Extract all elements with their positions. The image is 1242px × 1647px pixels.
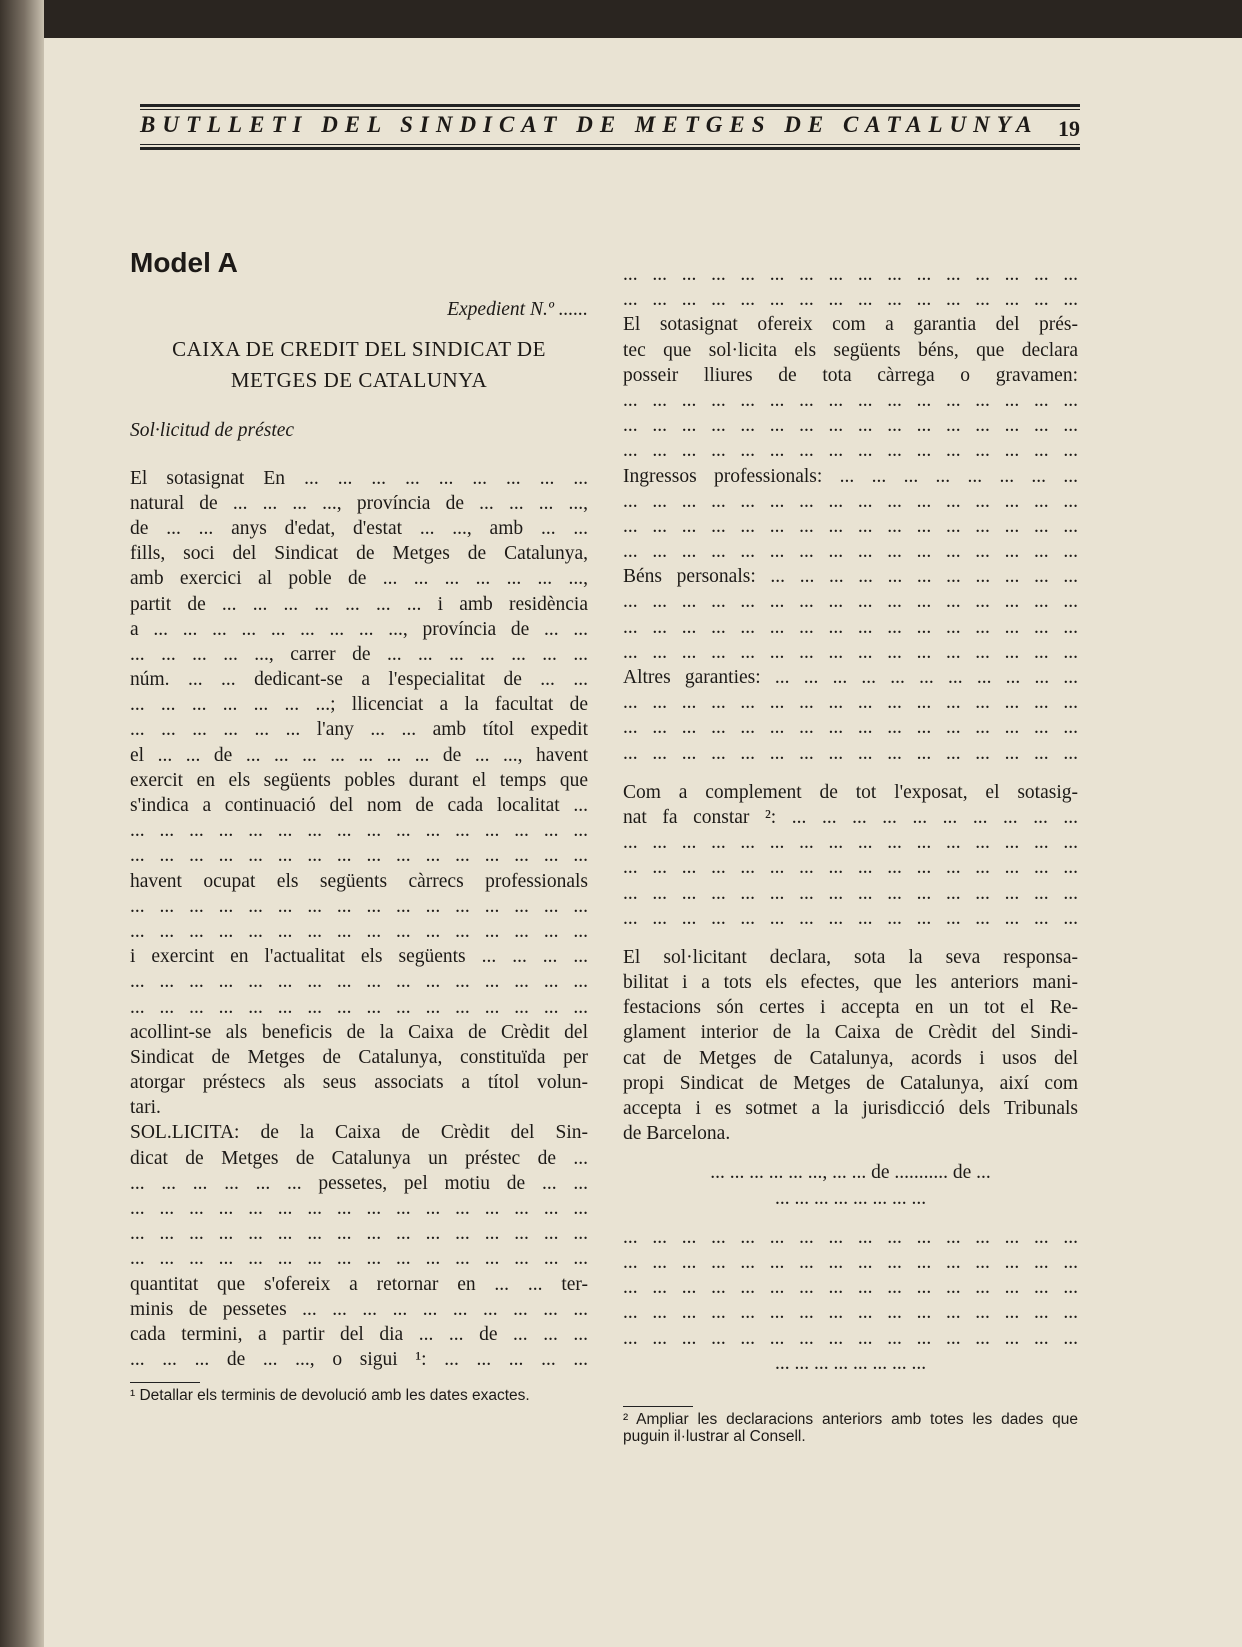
header-rule (140, 109, 1080, 110)
form-line: propi Sindicat de Metges de Catalunya, així com (623, 1072, 1078, 1094)
form-line: partit de ... ... ... ... ... ... ... i amb residència (130, 593, 588, 615)
form-line: Altres garanties: ... ... ... ... ... ... ... ... ... ... ... (623, 667, 1078, 688)
caixa-heading (130, 334, 588, 396)
form-line: ... ... ... ... ... ... ... ... ... ... ... ... ... ... ... ... (623, 641, 1078, 663)
date-line: ... ... ... ... ... ..., ... ... de ........... de ... (710, 1162, 991, 1184)
form-line: cada termini, a partir del dia ... ... de ... ... ... (130, 1323, 588, 1345)
form-line: ... ... ... ... ... ... ... ... ... ... ... ... ... ... ... ... (623, 616, 1078, 638)
form-line: ... ... ... ... ... ... ... ... ... ... ... ... ... ... ... ... (623, 692, 1078, 714)
form-line: acollint-se als beneficis de la Caixa de Crèdit del (130, 1021, 588, 1043)
form-line: ... ... ... ... ... ... ... ... ... ... ... ... ... ... ... ... (130, 895, 588, 917)
form-line: ... ... ... ... ... ... ... ... ... ... ... ... ... ... ... ... (130, 845, 588, 867)
form-line: ... ... ... ... ... ... ... ... ... ... ... ... ... ... ... ... (623, 289, 1078, 311)
form-line: fills, soci del Sindicat de Metges de Catalunya, (130, 543, 588, 565)
form-line: Ingressos professionals: ... ... ... ... ... ... ... ... (623, 465, 1078, 487)
form-line: ... ... ... ... ... ... ... ... ... ... ... ... ... ... ... ... (623, 1277, 1078, 1299)
form-line: ... ... ... ... ... ... ...; llicenciat a la facultat de (130, 694, 588, 716)
page-header (140, 104, 1080, 154)
form-line: núm. ... ... dedicant-se a l'especialitat de ... ... (130, 669, 588, 691)
form-line: minis de pessetes ... ... ... ... ... ... ... ... ... ... (130, 1298, 588, 1320)
caixa-heading-line: CAIXA DE CREDIT DEL SINDICAT DE (172, 337, 546, 362)
footnote: ¹ Detallar els terminis de devolució amb les dates exactes. (130, 1387, 530, 1405)
form-line: de Barcelona. (623, 1123, 731, 1145)
complement-section (623, 780, 1078, 931)
form-line: ... ... ... ... ... ... ... ... ... ... ... ... ... ... ... ... (623, 389, 1078, 411)
form-line: El sotasignat En ... ... ... ... ... ... ... ... ... (130, 467, 588, 489)
form-line: atorgar préstecs als seus associats a títol volun- (130, 1072, 588, 1094)
form-line: ... ... ... ... ... ... ... ... ... ... ... ... ... ... ... ... (130, 971, 588, 993)
form-line: Sindicat de Metges de Catalunya, constituïda per (130, 1046, 588, 1068)
header-rule (140, 147, 1080, 150)
form-line: ... ... ... ... ... ... ... ... ... ... ... ... ... ... ... ... (623, 1327, 1078, 1349)
form-line: ... ... ... de ... ..., o sigui ¹: ... ... ... ... ... (130, 1349, 588, 1371)
footnote-rule (130, 1382, 200, 1383)
form-line: El sotasignat ofereix com a garantia del prés- (623, 314, 1078, 336)
form-line: ... ... ... ... ... ... ... ... ... ... ... ... ... ... ... ... (130, 820, 588, 842)
form-subtitle: Sol·licitud de préstec (130, 420, 295, 442)
form-line: ... ... ... ... ... ... pessetes, pel motiu de ... ... (130, 1172, 588, 1194)
form-line: ... ... ... ... ..., carrer de ... ... ... ... ... ... ... (130, 643, 588, 665)
form-line: accepta i es sotmet a la jurisdicció dels Tribunals (623, 1098, 1078, 1119)
form-line: i exercint en l'actualitat els següents ... ... ... ... (130, 946, 588, 968)
form-line: El sol·licitant declara, sota la seva responsa- (623, 946, 1078, 968)
footnote-rule (623, 1406, 693, 1407)
form-line: el ... ... de ... ... ... ... ... ... ... de ... ..., havent (130, 744, 588, 766)
journal-title: BUTLLETI DEL SINDICAT DE METGES DE CATALUNYA (140, 112, 1039, 137)
form-line: ... ... ... ... ... ... ... ... ... ... ... ... ... ... ... ... (623, 264, 1078, 285)
form-line: ... ... ... ... ... ... ... ... ... ... ... ... ... ... ... ... (130, 1198, 588, 1220)
expedient-number: Expedient N.º ...... (447, 299, 588, 321)
form-line: ... ... ... ... ... ... ... ... ... ... ... ... ... ... ... ... (623, 490, 1078, 512)
header-rule (140, 144, 1080, 145)
signature-section (623, 1225, 1078, 1351)
form-line: ... ... ... ... ... ... ... ... ... ... ... ... ... ... ... ... (623, 591, 1078, 613)
form-line: ... ... ... ... ... ... ... ... ... ... ... ... ... ... ... ... (130, 996, 588, 1018)
model-title: Model A (130, 247, 238, 278)
left-column (130, 247, 588, 1405)
declaration-section (623, 945, 1078, 1147)
page-number: 19 (1058, 116, 1080, 141)
form-line: ... ... ... ... ... ... ... ... ... ... ... ... ... ... ... ... (623, 1226, 1078, 1248)
form-line: Com a complement de tot l'exposat, el sotasig- (623, 781, 1078, 803)
form-line: ... ... ... ... ... ... ... ... ... ... ... ... ... ... ... ... (623, 541, 1078, 563)
guarantees-section (623, 262, 1078, 766)
form-line: Béns personals: ... ... ... ... ... ... ... ... ... ... ... (623, 566, 1078, 588)
form-line: ... ... ... ... ... ... ... ... ... ... ... ... ... ... ... ... (130, 1223, 588, 1245)
form-line: quantitat que s'ofereix a retornar en ... ... ter- (130, 1273, 588, 1295)
form-line: ... ... ... ... ... ... ... ... ... ... ... ... ... ... ... ... (623, 857, 1078, 879)
form-line: bilitat i a tots els efectes, que les anteriors mani- (623, 972, 1078, 994)
right-column (623, 262, 1078, 1445)
form-line: SOL.LICITA: de la Caixa de Crèdit del Sin- (130, 1122, 588, 1144)
header-rule (140, 104, 1080, 107)
form-line: s'indica a continuació del nom de cada localitat ... (130, 795, 588, 817)
form-line: nat fa constar ²: ... ... ... ... ... ... ... ... ... ... (623, 806, 1078, 828)
spacer (623, 1146, 1078, 1160)
book-spine (0, 0, 44, 1647)
form-line: ... ... ... ... ... ... ... ... ... ... ... ... ... ... ... ... (623, 440, 1078, 462)
form-line: amb exercici al poble de ... ... ... ... ... ... ..., (130, 568, 588, 590)
form-line: ... ... ... ... ... ... ... ... ... ... ... ... ... ... ... ... (130, 1248, 588, 1270)
form-line: ... ... ... ... ... ... ... ... ... ... ... ... ... ... ... ... (623, 742, 1078, 764)
form-line: havent ocupat els següents càrrecs professionals (130, 870, 588, 892)
form-line: posseir lliures de tota càrrega o gravamen: (623, 364, 1078, 386)
footnote: ² Ampliar les declaracions anteriors amb totes les dades que puguin il·lustrar al Consell. (623, 1410, 1078, 1445)
form-line: dicat de Metges de Catalunya un préstec de ... (130, 1147, 588, 1169)
spacer (623, 766, 1078, 780)
form-line: de ... ... anys d'edat, d'estat ... ..., amb ... ... (130, 517, 588, 539)
form-line: ... ... ... ... ... ... l'any ... ... amb títol expedit (130, 719, 588, 741)
form-line: glament interior de la Caixa de Crèdit del Sindi- (623, 1022, 1078, 1044)
caixa-heading-line: METGES DE CATALUNYA (230, 368, 488, 393)
form-line: ... ... ... ... ... ... ... ... ... ... ... ... ... ... ... ... (623, 515, 1078, 537)
form-line: natural de ... ... ... ..., província de ... ... ... ..., (130, 492, 588, 514)
form-line: festacions són certes i accepta en un tot el Re- (623, 997, 1078, 1019)
form-line: exercit en els següents pobles durant el temps que (130, 769, 588, 791)
form-line: a ... ... ... ... ... ... ... ... ..., província de ... ... (130, 618, 588, 640)
form-body (130, 466, 588, 1373)
form-line: ... ... ... ... ... ... ... ... ... ... ... ... ... ... ... ... (623, 415, 1078, 437)
spacer (623, 931, 1078, 945)
form-line: ... ... ... ... ... ... ... ... ... ... ... ... ... ... ... ... (623, 907, 1078, 929)
closing-dots: ... ... ... ... ... ... ... ... (774, 1352, 927, 1374)
form-line: ... ... ... ... ... ... ... ... ... ... ... ... ... ... ... ... (623, 1251, 1078, 1273)
date-line-2: ... ... ... ... ... ... ... ... (774, 1187, 927, 1209)
form-line: ... ... ... ... ... ... ... ... ... ... ... ... ... ... ... ... (623, 832, 1078, 854)
form-line: tec que sol·licita els següents béns, que declara (623, 339, 1078, 361)
form-line: cat de Metges de Catalunya, acords i usos del (623, 1047, 1078, 1069)
form-line: ... ... ... ... ... ... ... ... ... ... ... ... ... ... ... ... (623, 882, 1078, 904)
spacer (623, 1211, 1078, 1225)
form-line: ... ... ... ... ... ... ... ... ... ... ... ... ... ... ... ... (130, 920, 588, 942)
form-line: ... ... ... ... ... ... ... ... ... ... ... ... ... ... ... ... (623, 717, 1078, 739)
form-line: ... ... ... ... ... ... ... ... ... ... ... ... ... ... ... ... (623, 1302, 1078, 1324)
form-line: tari. (130, 1097, 161, 1119)
